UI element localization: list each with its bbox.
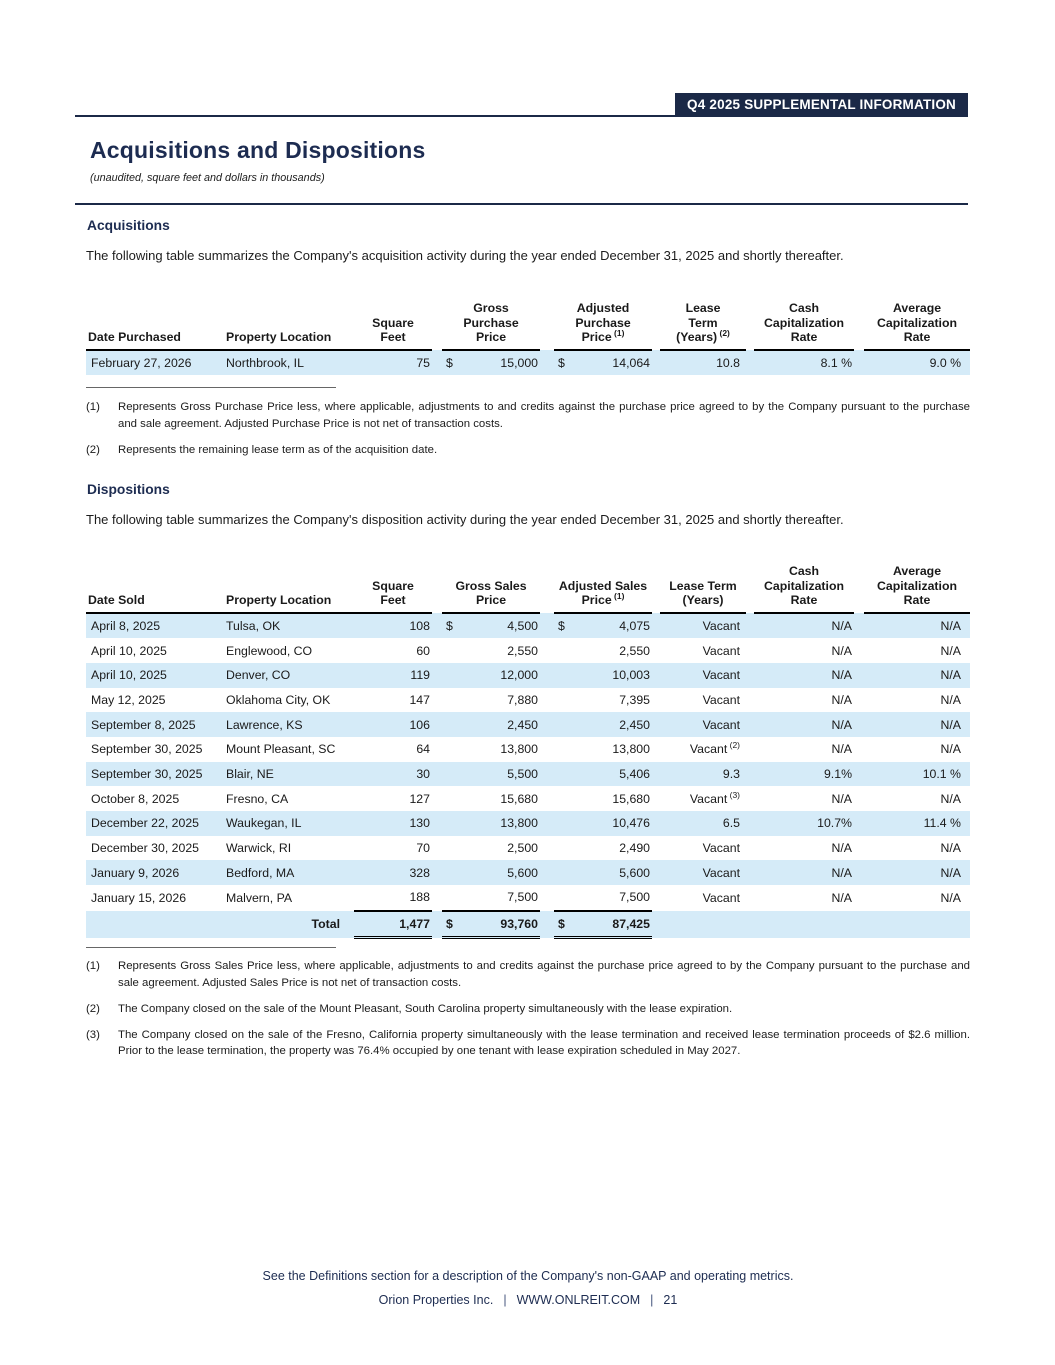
average-cap-rate-cell: N/A <box>940 643 961 658</box>
gap-cell <box>854 786 864 811</box>
column-gap <box>652 556 660 613</box>
footnote-text: Represents Gross Purchase Price less, where applicable, adjustments to and credits against the purchase price agreed to by the Company pursuant to the purchase and sale agreement. Adjusted Purchase Price is not net of transaction costs. <box>118 401 970 430</box>
gap-cell <box>746 350 754 375</box>
dollar-sign-cell <box>442 663 462 688</box>
lease-term-cell: Vacant $^{(3)}$ <box>689 789 740 806</box>
average-cap-rate-cell: 10.1 % <box>864 762 970 787</box>
table-row <box>86 811 970 836</box>
column-gap <box>540 299 554 350</box>
acquisitions-table <box>86 299 970 375</box>
gap-cell <box>746 885 754 911</box>
col-header-square-feet: Square Feet <box>354 556 432 613</box>
table-row <box>86 663 970 688</box>
col-header-cash-cap-rate: Cash Capitalization Rate <box>754 299 854 350</box>
gap-cell <box>746 762 754 787</box>
square-feet-cell: 30 <box>354 762 432 787</box>
column-gap <box>746 299 754 350</box>
empty-cell <box>660 911 746 938</box>
gap-cell <box>432 712 442 737</box>
gap-cell <box>652 911 660 938</box>
dollar-sign-cell <box>554 860 574 885</box>
dollar-sign-cell <box>442 688 462 713</box>
gap-cell <box>746 688 754 713</box>
date-cell: September 30, 2025 <box>86 762 224 787</box>
average-cap-rate-cell: N/A <box>940 890 961 905</box>
col-header-location: Property Location <box>224 556 354 613</box>
table-header-row <box>86 299 970 350</box>
average-cap-rate-cell: N/A <box>864 663 970 688</box>
gap-cell <box>432 613 442 639</box>
dollar-sign-cell <box>442 712 462 737</box>
gap-cell <box>854 762 864 787</box>
gap-cell <box>746 811 754 836</box>
column-gap <box>854 299 864 350</box>
gap-cell <box>854 688 864 713</box>
table-row <box>86 836 970 861</box>
col-header-date: Date Purchased <box>86 299 224 350</box>
cash-cap-rate-cell: 8.1 % <box>754 350 854 375</box>
footnote-text: The Company closed on the sale of the Mount Pleasant, South Carolina property simultaneously with the lease expiration. <box>118 1002 733 1015</box>
date-cell: September 8, 2025 <box>86 712 224 737</box>
lease-term-cell: Vacant <box>702 890 740 905</box>
gap-cell <box>540 885 554 911</box>
footnote <box>86 1027 970 1060</box>
dispositions-intro: The following table summarizes the Company's disposition activity during the year ended December 31, 2025 and shortly thereafter. <box>86 512 844 527</box>
adjusted-price-cell: 14,064 <box>574 350 652 375</box>
gap-cell <box>540 663 554 688</box>
dollar-sign-cell <box>554 836 574 861</box>
location-cell: Denver, CO <box>224 663 354 688</box>
cash-cap-rate-cell: N/A <box>831 643 852 658</box>
dollar-sign-cell <box>554 737 574 762</box>
gap-cell <box>432 762 442 787</box>
title-rule <box>75 203 968 205</box>
col-header-location: Property Location <box>224 299 354 350</box>
gross-price-cell: 4,500 <box>462 613 540 639</box>
footnote-text: Represents Gross Sales Price less, where applicable, adjustments to and credits against the purchase price agreed to by the Company pursuant to the purchase and sale agreement. Adjusted Sales Price is not net of transaction costs. <box>118 960 970 989</box>
dollar-sign-cell: $ <box>554 350 574 375</box>
dollar-sign-cell: $ <box>554 911 574 938</box>
cash-cap-rate-cell: N/A <box>754 663 854 688</box>
dollar-sign-cell <box>442 885 462 911</box>
gap-cell <box>540 811 554 836</box>
gap-cell <box>652 885 660 911</box>
gap-cell <box>746 663 754 688</box>
gap-cell <box>432 737 442 762</box>
square-feet-cell: 70 <box>416 841 430 856</box>
average-cap-rate-cell: N/A <box>940 791 961 806</box>
dollar-sign-cell: $ <box>442 911 462 938</box>
column-gap <box>432 556 442 613</box>
cash-cap-rate-cell: 9.1% <box>754 762 854 787</box>
date-cell: April 10, 2025 <box>86 663 224 688</box>
dollar-sign-cell <box>442 860 462 885</box>
col-header-average-cap-rate: Average Capitalization Rate <box>864 556 970 613</box>
col-header-gross-price: Gross Sales Price <box>442 556 540 613</box>
gap-cell <box>652 613 660 639</box>
adjusted-price-cell: 2,550 <box>619 643 650 658</box>
table-row <box>86 350 970 375</box>
gap-cell <box>652 350 660 375</box>
dispositions-footnotes <box>86 958 970 1069</box>
gap-cell <box>540 836 554 861</box>
average-cap-rate-cell: 9.0 % <box>864 350 970 375</box>
cash-cap-rate-cell: N/A <box>831 692 852 707</box>
gap-cell <box>540 786 554 811</box>
adjusted-price-cell: 5,600 <box>574 860 652 885</box>
gap-cell <box>854 638 864 663</box>
col-header-adjusted-price: Adjusted Purchase Price $^{(1)}$ <box>554 299 652 350</box>
cash-cap-rate-cell: N/A <box>754 860 854 885</box>
square-feet-cell: 127 <box>409 791 430 806</box>
gap-cell <box>746 860 754 885</box>
adjusted-price-cell: 13,800 <box>612 742 650 757</box>
location-cell: Northbrook, IL <box>224 350 354 375</box>
gap-cell <box>540 688 554 713</box>
table-total-row <box>86 911 970 938</box>
col-header-square-feet: Square Feet <box>354 299 432 350</box>
square-feet-cell: 60 <box>416 643 430 658</box>
col-header-adjusted-price: Adjusted Sales Price $^{(1)}$ <box>554 556 652 613</box>
gap-cell <box>432 638 442 663</box>
gap-cell <box>540 860 554 885</box>
gap-cell <box>746 737 754 762</box>
footnote <box>86 958 970 991</box>
gap-cell <box>854 911 864 938</box>
gap-cell <box>854 737 864 762</box>
footnote-number: (1) <box>86 960 100 972</box>
location-cell: Tulsa, OK <box>224 613 354 639</box>
cash-cap-rate-cell: N/A <box>831 791 852 806</box>
location-cell: Warwick, RI <box>226 841 292 856</box>
gap-cell <box>540 762 554 787</box>
website-link[interactable]: WWW.ONLREIT.COM <box>516 1293 641 1307</box>
column-gap <box>432 299 442 350</box>
gap-cell <box>746 638 754 663</box>
table-header-row <box>86 556 970 613</box>
gap-cell <box>854 860 864 885</box>
gap-cell <box>432 663 442 688</box>
footnote-separator <box>86 387 336 388</box>
footnote-text: The Company closed on the sale of the Fresno, California property simultaneously with the lease termination and received lease termination proceeds of $2.6 million. Prior to the lease termination, the property was 76.4% occupied by one tenant with lease expiration scheduled in May 2027. <box>118 1028 970 1057</box>
acquisitions-footnotes <box>86 399 970 468</box>
lease-term-cell: Vacant <box>660 860 746 885</box>
gap-cell <box>652 811 660 836</box>
average-cap-rate-cell: N/A <box>864 613 970 639</box>
cash-cap-rate-cell: N/A <box>754 613 854 639</box>
dollar-sign-cell <box>442 638 462 663</box>
lease-term-cell: Vacant <box>702 692 740 707</box>
page-subtitle: (unaudited, square feet and dollars in thousands) <box>90 172 325 184</box>
square-feet-cell: 188 <box>409 890 430 905</box>
date-cell: January 15, 2026 <box>91 890 187 905</box>
date-cell: December 22, 2025 <box>86 811 224 836</box>
gap-cell <box>652 638 660 663</box>
gap-cell <box>432 786 442 811</box>
square-feet-cell: 75 <box>354 350 432 375</box>
location-cell: Malvern, PA <box>226 890 293 905</box>
average-cap-rate-cell: N/A <box>940 692 961 707</box>
average-cap-rate-cell: N/A <box>940 841 961 856</box>
gap-cell <box>746 836 754 861</box>
dollar-sign-cell <box>442 811 462 836</box>
table-row <box>86 762 970 787</box>
gross-price-cell: 2,450 <box>462 712 540 737</box>
dollar-sign-cell <box>554 885 574 911</box>
cash-cap-rate-cell: N/A <box>754 712 854 737</box>
footnote-number: (2) <box>86 1002 100 1015</box>
header-rule <box>75 115 968 117</box>
gross-price-cell: 2,500 <box>507 841 538 856</box>
adjusted-price-cell: 4,075 <box>574 613 652 639</box>
footnote-text: Represents the remaining lease term as of the acquisition date. <box>118 443 438 456</box>
gross-price-cell: 12,000 <box>462 663 540 688</box>
dollar-sign-cell <box>554 786 574 811</box>
gap-cell <box>652 663 660 688</box>
col-header-date: Date Sold <box>86 556 224 613</box>
gap-cell <box>432 811 442 836</box>
definitions-note: See the Definitions section for a description of the Company's non-GAAP and operating metrics. <box>262 1269 794 1283</box>
gap-cell <box>746 613 754 639</box>
empty-cell <box>864 911 970 938</box>
dollar-sign-cell <box>442 836 462 861</box>
page-title: Acquisitions and Dispositions <box>90 137 426 163</box>
column-gap <box>540 556 554 613</box>
adjusted-price-cell: 2,490 <box>619 841 650 856</box>
gap-cell <box>540 350 554 375</box>
table-row <box>86 885 970 911</box>
adjusted-price-cell: 10,003 <box>574 663 652 688</box>
adjusted-price-cell: 2,450 <box>574 712 652 737</box>
col-header-lease-term: Lease Term (Years) <box>660 556 746 613</box>
dispositions-heading: Dispositions <box>87 482 170 497</box>
table-row <box>86 613 970 639</box>
gap-cell <box>854 350 864 375</box>
gap-cell <box>652 712 660 737</box>
dollar-sign-cell <box>554 762 574 787</box>
average-cap-rate-cell: N/A <box>940 742 961 757</box>
table-row <box>86 737 970 762</box>
empty-cell <box>86 911 224 938</box>
gap-cell <box>432 688 442 713</box>
gross-price-cell: 5,600 <box>462 860 540 885</box>
report-banner: Q4 2025 SUPPLEMENTAL INFORMATION <box>675 93 968 117</box>
gap-cell <box>432 350 442 375</box>
gap-cell <box>432 885 442 911</box>
page-number: 21 <box>663 1293 678 1307</box>
lease-term-cell: 9.3 <box>660 762 746 787</box>
total-label-cell: Total <box>224 911 354 938</box>
adjusted-price-cell: 7,500 <box>619 890 650 905</box>
acquisitions-intro: The following table summarizes the Company's acquisition activity during the year ended December 31, 2025 and shortly thereafter. <box>86 248 844 263</box>
location-cell: Blair, NE <box>224 762 354 787</box>
cash-cap-rate-cell: 10.7% <box>754 811 854 836</box>
table-row <box>86 638 970 663</box>
average-cap-rate-cell: 11.4 % <box>864 811 970 836</box>
gap-cell <box>854 613 864 639</box>
date-cell: September 30, 2025 <box>91 742 203 757</box>
gap-cell <box>540 737 554 762</box>
dollar-sign-cell <box>554 712 574 737</box>
gap-cell <box>854 885 864 911</box>
gross-price-cell: 13,800 <box>462 811 540 836</box>
dollar-sign-cell <box>554 638 574 663</box>
gap-cell <box>854 811 864 836</box>
date-cell: October 8, 2025 <box>91 791 180 806</box>
gap-cell <box>652 836 660 861</box>
empty-cell <box>754 911 854 938</box>
column-gap <box>746 556 754 613</box>
gap-cell <box>540 712 554 737</box>
gross-price-cell: 13,800 <box>500 742 538 757</box>
dollar-sign-cell <box>442 737 462 762</box>
dollar-sign-cell <box>554 811 574 836</box>
col-header-cash-cap-rate: Cash Capitalization Rate <box>754 556 854 613</box>
date-cell: February 27, 2026 <box>86 350 224 375</box>
location-cell: Mount Pleasant, SC <box>226 742 336 757</box>
page-footer <box>86 1293 970 1307</box>
gap-cell <box>746 786 754 811</box>
square-feet-cell: 106 <box>354 712 432 737</box>
adjusted-price-cell: 5,406 <box>574 762 652 787</box>
lease-term-cell: 10.8 <box>660 350 746 375</box>
date-cell: December 30, 2025 <box>91 841 200 856</box>
gross-price-cell: 7,880 <box>507 692 538 707</box>
location-cell: Lawrence, KS <box>224 712 354 737</box>
date-cell: April 8, 2025 <box>86 613 224 639</box>
location-cell: Waukegan, IL <box>224 811 354 836</box>
gap-cell <box>854 712 864 737</box>
gross-price-cell: 5,500 <box>462 762 540 787</box>
average-cap-rate-cell: N/A <box>864 860 970 885</box>
location-cell: Bedford, MA <box>224 860 354 885</box>
gross-price-cell: 15,680 <box>500 791 538 806</box>
cash-cap-rate-cell: N/A <box>831 742 852 757</box>
footer-separator: | <box>650 1293 654 1307</box>
footnote-number: (1) <box>86 401 100 413</box>
lease-term-cell: 6.5 <box>660 811 746 836</box>
gap-cell <box>432 836 442 861</box>
col-header-gross-price: Gross Purchase Price <box>442 299 540 350</box>
square-feet-cell: 64 <box>416 742 430 757</box>
square-feet-cell: 147 <box>409 692 430 707</box>
gross-price-cell: 15,000 <box>462 350 540 375</box>
col-header-average-cap-rate: Average Capitalization Rate <box>864 299 970 350</box>
company-name: Orion Properties Inc. <box>378 1293 494 1307</box>
lease-term-cell: Vacant <box>660 663 746 688</box>
location-cell: Fresno, CA <box>226 791 289 806</box>
total-adjusted-price-cell: 87,425 <box>574 911 652 938</box>
dollar-sign-cell: $ <box>554 613 574 639</box>
dollar-sign-cell: $ <box>442 613 462 639</box>
total-square-feet-cell: 1,477 <box>354 911 432 938</box>
dollar-sign-cell <box>554 663 574 688</box>
dollar-sign-cell: $ <box>442 350 462 375</box>
gap-cell <box>854 836 864 861</box>
table-row <box>86 712 970 737</box>
gap-cell <box>540 613 554 639</box>
column-gap <box>854 556 864 613</box>
footnote-number: (2) <box>86 443 100 456</box>
gross-price-cell: 2,550 <box>507 643 538 658</box>
footnote <box>86 442 970 459</box>
gap-cell <box>652 786 660 811</box>
dispositions-table <box>86 556 970 939</box>
lease-term-cell: Vacant <box>660 613 746 639</box>
square-feet-cell: 328 <box>354 860 432 885</box>
square-feet-cell: 108 <box>354 613 432 639</box>
square-feet-cell: 130 <box>354 811 432 836</box>
lease-term-cell: Vacant <box>702 841 740 856</box>
footnote <box>86 1001 970 1018</box>
gap-cell <box>652 860 660 885</box>
dollar-sign-cell <box>442 762 462 787</box>
footnote-separator <box>86 947 336 948</box>
gap-cell <box>432 911 442 938</box>
footnote-number: (3) <box>86 1028 100 1041</box>
average-cap-rate-cell: N/A <box>864 712 970 737</box>
acquisitions-heading: Acquisitions <box>87 218 170 233</box>
square-feet-cell: 119 <box>354 663 432 688</box>
gap-cell <box>652 688 660 713</box>
location-cell: Oklahoma City, OK <box>226 692 331 707</box>
gap-cell <box>854 663 864 688</box>
cash-cap-rate-cell: N/A <box>831 841 852 856</box>
date-cell: April 10, 2025 <box>91 643 167 658</box>
total-gross-price-cell: 93,760 <box>462 911 540 938</box>
cash-cap-rate-cell: N/A <box>831 890 852 905</box>
date-cell: May 12, 2025 <box>91 692 166 707</box>
column-gap <box>652 299 660 350</box>
dollar-sign-cell <box>554 688 574 713</box>
gap-cell <box>746 712 754 737</box>
footnote <box>86 399 970 432</box>
dollar-sign-cell <box>442 786 462 811</box>
table-row <box>86 860 970 885</box>
gap-cell <box>746 911 754 938</box>
footer-separator: | <box>503 1293 507 1307</box>
adjusted-price-cell: 7,395 <box>619 692 650 707</box>
gross-price-cell: 7,500 <box>507 890 538 905</box>
lease-term-cell: Vacant <box>660 712 746 737</box>
gap-cell <box>652 737 660 762</box>
lease-term-cell: Vacant <box>702 643 740 658</box>
date-cell: January 9, 2026 <box>86 860 224 885</box>
gap-cell <box>652 762 660 787</box>
location-cell: Englewood, CO <box>226 643 313 658</box>
table-row <box>86 786 970 811</box>
gap-cell <box>540 638 554 663</box>
lease-term-cell: Vacant $^{(2)}$ <box>689 740 740 757</box>
table-row <box>86 688 970 713</box>
gap-cell <box>540 911 554 938</box>
gap-cell <box>432 860 442 885</box>
col-header-lease-term: Lease Term (Years) $^{(2)}$ <box>660 299 746 350</box>
adjusted-price-cell: 15,680 <box>612 791 650 806</box>
adjusted-price-cell: 10,476 <box>574 811 652 836</box>
